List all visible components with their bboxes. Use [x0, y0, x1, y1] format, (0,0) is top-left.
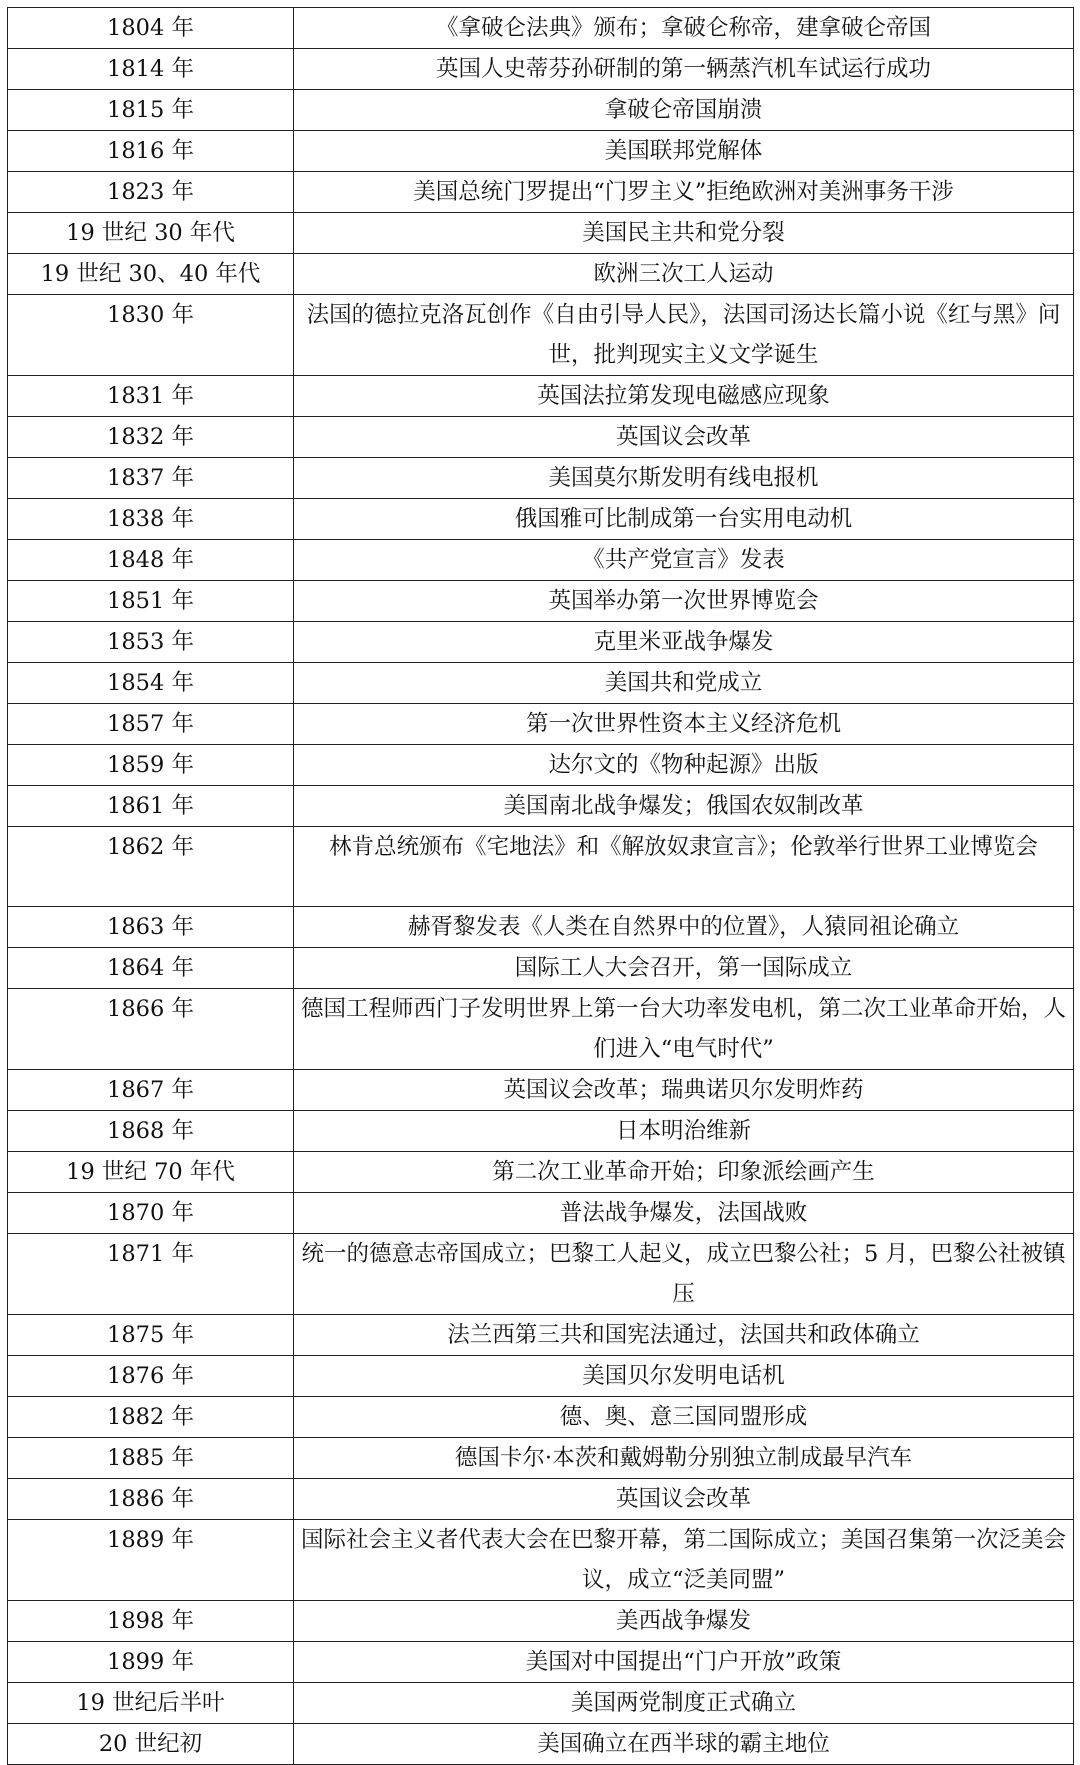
year-cell: 1814 年	[8, 49, 294, 90]
table-row	[8, 1070, 1074, 1111]
year-cell: 1815 年	[8, 90, 294, 131]
year-cell: 1889 年	[8, 1520, 294, 1601]
table-row	[8, 8, 1074, 49]
year-cell: 1898 年	[8, 1601, 294, 1642]
year-cell: 1885 年	[8, 1438, 294, 1479]
table-row	[8, 1234, 1074, 1315]
event-cell: 英国举办第一次世界博览会	[294, 581, 1074, 622]
table-row	[8, 1397, 1074, 1438]
event-cell: 英国议会改革	[294, 417, 1074, 458]
event-cell: 美国确立在西半球的霸主地位	[294, 1724, 1074, 1765]
table-row	[8, 172, 1074, 213]
year-cell: 1859 年	[8, 745, 294, 786]
year-cell: 19 世纪后半叶	[8, 1683, 294, 1724]
table-row	[8, 458, 1074, 499]
table-row	[8, 1356, 1074, 1397]
year-cell: 1868 年	[8, 1111, 294, 1152]
event-cell: 第一次世界性资本主义经济危机	[294, 704, 1074, 745]
table-row	[8, 581, 1074, 622]
year-cell: 1830 年	[8, 295, 294, 376]
table-row	[8, 131, 1074, 172]
year-cell: 1875 年	[8, 1315, 294, 1356]
table-row	[8, 376, 1074, 417]
table-row	[8, 1601, 1074, 1642]
year-cell: 19 世纪 30 年代	[8, 213, 294, 254]
table-row	[8, 622, 1074, 663]
table-row	[8, 49, 1074, 90]
event-cell: 美国莫尔斯发明有线电报机	[294, 458, 1074, 499]
table-row	[8, 295, 1074, 376]
table-row	[8, 1642, 1074, 1683]
event-cell: 拿破仑帝国崩溃	[294, 90, 1074, 131]
table-row	[8, 1152, 1074, 1193]
table-row	[8, 540, 1074, 581]
year-cell: 1866 年	[8, 989, 294, 1070]
event-cell: 赫胥黎发表《人类在自然界中的位置》，人猿同祖论确立	[294, 907, 1074, 948]
event-cell: 第二次工业革命开始；印象派绘画产生	[294, 1152, 1074, 1193]
event-cell: 英国人史蒂芬孙研制的第一辆蒸汽机车试运行成功	[294, 49, 1074, 90]
event-cell: 国际工人大会召开，第一国际成立	[294, 948, 1074, 989]
table-row	[8, 213, 1074, 254]
event-cell: 美国两党制度正式确立	[294, 1683, 1074, 1724]
year-cell: 1838 年	[8, 499, 294, 540]
year-cell: 1831 年	[8, 376, 294, 417]
event-cell: 英国议会改革	[294, 1479, 1074, 1520]
event-cell: 《拿破仑法典》颁布；拿破仑称帝，建拿破仑帝国	[294, 8, 1074, 49]
event-cell: 美国共和党成立	[294, 663, 1074, 704]
event-cell: 英国法拉第发现电磁感应现象	[294, 376, 1074, 417]
event-cell: 美国民主共和党分裂	[294, 213, 1074, 254]
event-cell: 普法战争爆发，法国战败	[294, 1193, 1074, 1234]
event-cell: 林肯总统颁布《宅地法》和《解放奴隶宣言》；伦敦举行世界工业博览会	[294, 827, 1074, 907]
year-cell: 20 世纪初	[8, 1724, 294, 1765]
table-row	[8, 1193, 1074, 1234]
event-cell: 日本明治维新	[294, 1111, 1074, 1152]
year-cell: 1862 年	[8, 827, 294, 907]
table-row	[8, 90, 1074, 131]
table-row	[8, 1683, 1074, 1724]
event-cell: 美西战争爆发	[294, 1601, 1074, 1642]
event-cell: 德、奥、意三国同盟形成	[294, 1397, 1074, 1438]
year-cell: 1864 年	[8, 948, 294, 989]
event-cell: 德国工程师西门子发明世界上第一台大功率发电机，第二次工业革命开始，人们进入“电气时代”	[294, 989, 1074, 1070]
year-cell: 1882 年	[8, 1397, 294, 1438]
year-cell: 1816 年	[8, 131, 294, 172]
event-cell: 英国议会改革；瑞典诺贝尔发明炸药	[294, 1070, 1074, 1111]
table-row	[8, 989, 1074, 1070]
event-cell: 达尔文的《物种起源》出版	[294, 745, 1074, 786]
year-cell: 1867 年	[8, 1070, 294, 1111]
year-cell: 19 世纪 70 年代	[8, 1152, 294, 1193]
timeline-table	[7, 7, 1074, 1765]
event-cell: 美国总统门罗提出“门罗主义”拒绝欧洲对美洲事务干涉	[294, 172, 1074, 213]
event-cell: 美国贝尔发明电话机	[294, 1356, 1074, 1397]
year-cell: 1848 年	[8, 540, 294, 581]
table-row	[8, 499, 1074, 540]
event-cell: 法兰西第三共和国宪法通过，法国共和政体确立	[294, 1315, 1074, 1356]
table-row	[8, 827, 1074, 907]
event-cell: 法国的德拉克洛瓦创作《自由引导人民》，法国司汤达长篇小说《红与黑》问世，批判现实主义文学诞生	[294, 295, 1074, 376]
year-cell: 1886 年	[8, 1479, 294, 1520]
event-cell: 俄国雅可比制成第一台实用电动机	[294, 499, 1074, 540]
year-cell: 1804 年	[8, 8, 294, 49]
event-cell: 国际社会主义者代表大会在巴黎开幕，第二国际成立；美国召集第一次泛美会议，成立“泛美同盟”	[294, 1520, 1074, 1601]
event-cell: 美国南北战争爆发；俄国农奴制改革	[294, 786, 1074, 827]
table-row	[8, 907, 1074, 948]
event-cell: 欧洲三次工人运动	[294, 254, 1074, 295]
year-cell: 1851 年	[8, 581, 294, 622]
year-cell: 1870 年	[8, 1193, 294, 1234]
year-cell: 1876 年	[8, 1356, 294, 1397]
year-cell: 1861 年	[8, 786, 294, 827]
year-cell: 1871 年	[8, 1234, 294, 1315]
year-cell: 1823 年	[8, 172, 294, 213]
table-row	[8, 1479, 1074, 1520]
year-cell: 1853 年	[8, 622, 294, 663]
table-row	[8, 663, 1074, 704]
event-cell: 美国联邦党解体	[294, 131, 1074, 172]
event-cell: 德国卡尔·本茨和戴姆勒分别独立制成最早汽车	[294, 1438, 1074, 1479]
table-row	[8, 254, 1074, 295]
year-cell: 1837 年	[8, 458, 294, 499]
table-row	[8, 1111, 1074, 1152]
event-cell: 克里米亚战争爆发	[294, 622, 1074, 663]
event-cell: 统一的德意志帝国成立；巴黎工人起义，成立巴黎公社；5 月，巴黎公社被镇压	[294, 1234, 1074, 1315]
year-cell: 1899 年	[8, 1642, 294, 1683]
table-row	[8, 1438, 1074, 1479]
year-cell: 19 世纪 30、40 年代	[8, 254, 294, 295]
table-row	[8, 948, 1074, 989]
year-cell: 1854 年	[8, 663, 294, 704]
table-row	[8, 704, 1074, 745]
table-row	[8, 1315, 1074, 1356]
year-cell: 1857 年	[8, 704, 294, 745]
table-row	[8, 745, 1074, 786]
table-row	[8, 417, 1074, 458]
year-cell: 1863 年	[8, 907, 294, 948]
table-row	[8, 1724, 1074, 1765]
year-cell: 1832 年	[8, 417, 294, 458]
table-row	[8, 1520, 1074, 1601]
event-cell: 《共产党宣言》发表	[294, 540, 1074, 581]
event-cell: 美国对中国提出“门户开放”政策	[294, 1642, 1074, 1683]
table-row	[8, 786, 1074, 827]
